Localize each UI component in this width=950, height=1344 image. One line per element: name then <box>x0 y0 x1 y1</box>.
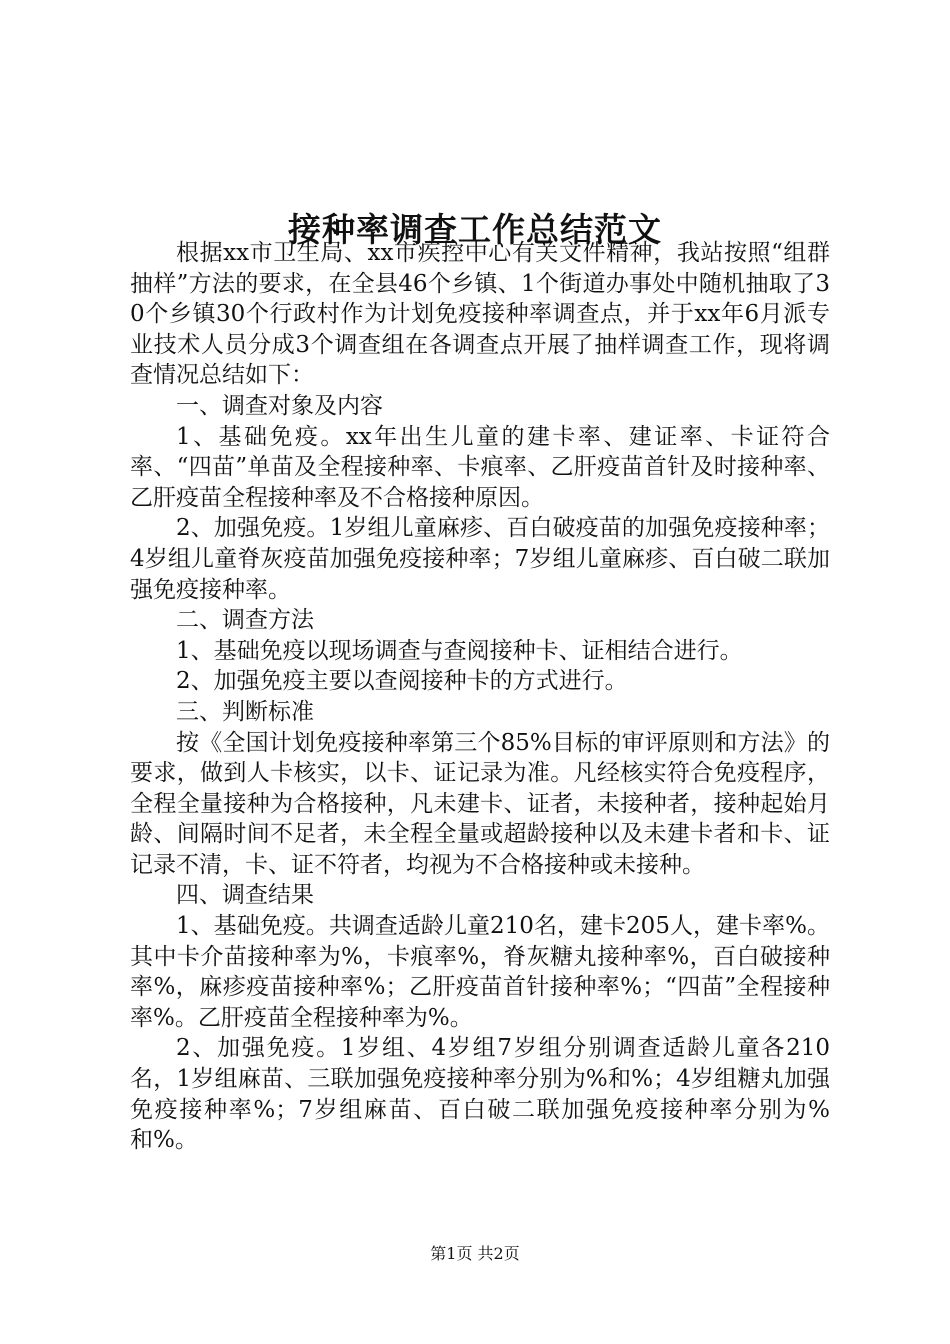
paragraph-booster-immunization: 2、加强免疫。1岁组儿童麻疹、百白破疫苗的加强免疫接种率；4岁组儿童脊灰疫苗加强免疫接种率；7岁组儿童麻疹、百白破二联加强免疫接种率。 <box>130 515 830 603</box>
document-body <box>130 238 830 1156</box>
page-footer: 第1页 共2页 <box>430 1244 520 1263</box>
paragraph-result-booster: 2、加强免疫。1岁组、4岁组7岁组分别调查适龄儿童各210名，1岁组麻苗、三联加强免疫接种率分别为%和%；4岁组糖丸加强免疫接种率%；7岁组麻苗、百白破二联加强免疫接种率分别为%和%。 <box>130 1035 830 1154</box>
section-heading-4: 四、调查结果 <box>176 882 314 909</box>
section-heading-1: 一、调查对象及内容 <box>176 392 383 419</box>
section-heading-2: 二、调查方法 <box>176 607 314 634</box>
paragraph-criteria: 按《全国计划免疫接种率第三个85%目标的审评原则和方法》的要求，做到人卡核实，以卡、证记录为准。凡经核实符合免疫程序，全程全量接种为合格接种，凡未建卡、证者，未接种者，接种起始月龄、间隔时间不足者，未全程全量或超龄接种以及未建卡者和卡、证记录不清，卡、证不符者，均视为不合格接种或未接种。 <box>130 729 830 878</box>
paragraph-result-basic: 1、基础免疫。共调查适龄儿童210名，建卡205人，建卡率%。其中卡介苗接种率为%，卡痕率%，脊灰糖丸接种率%，百白破接种率%，麻疹疫苗接种率%；乙肝疫苗首针接种率%；“四苗”全程接种率%。乙肝疫苗全程接种率为%。 <box>130 913 830 1031</box>
document-title: 接种率调查工作总结范文 <box>288 210 662 250</box>
paragraph-basic-immunization: 1、基础免疫。xx年出生儿童的建卡率、建证率、卡证符合率、“四苗”单苗及全程接种率、卡痕率、乙肝疫苗首针及时接种率、乙肝疫苗全程接种率及不合格接种原因。 <box>130 423 830 511</box>
intro-paragraph: 根据xx市卫生局、xx市疾控中心有关文件精神，我站按照“组群抽样”方法的要求，在全县46个乡镇、1个街道办事处中随机抽取了30个乡镇30个行政村作为计划免疫接种率调查点，并于xx年6月派专业技术人员分成3个调查组在各调查点开展了抽样调查工作，现将调查情况总结如下： <box>130 240 830 389</box>
paragraph-method-1: 1、基础免疫以现场调查与查阅接种卡、证相结合进行。 <box>176 637 743 664</box>
paragraph-method-2: 2、加强免疫主要以查阅接种卡的方式进行。 <box>176 668 628 695</box>
section-heading-3: 三、判断标准 <box>176 698 314 725</box>
